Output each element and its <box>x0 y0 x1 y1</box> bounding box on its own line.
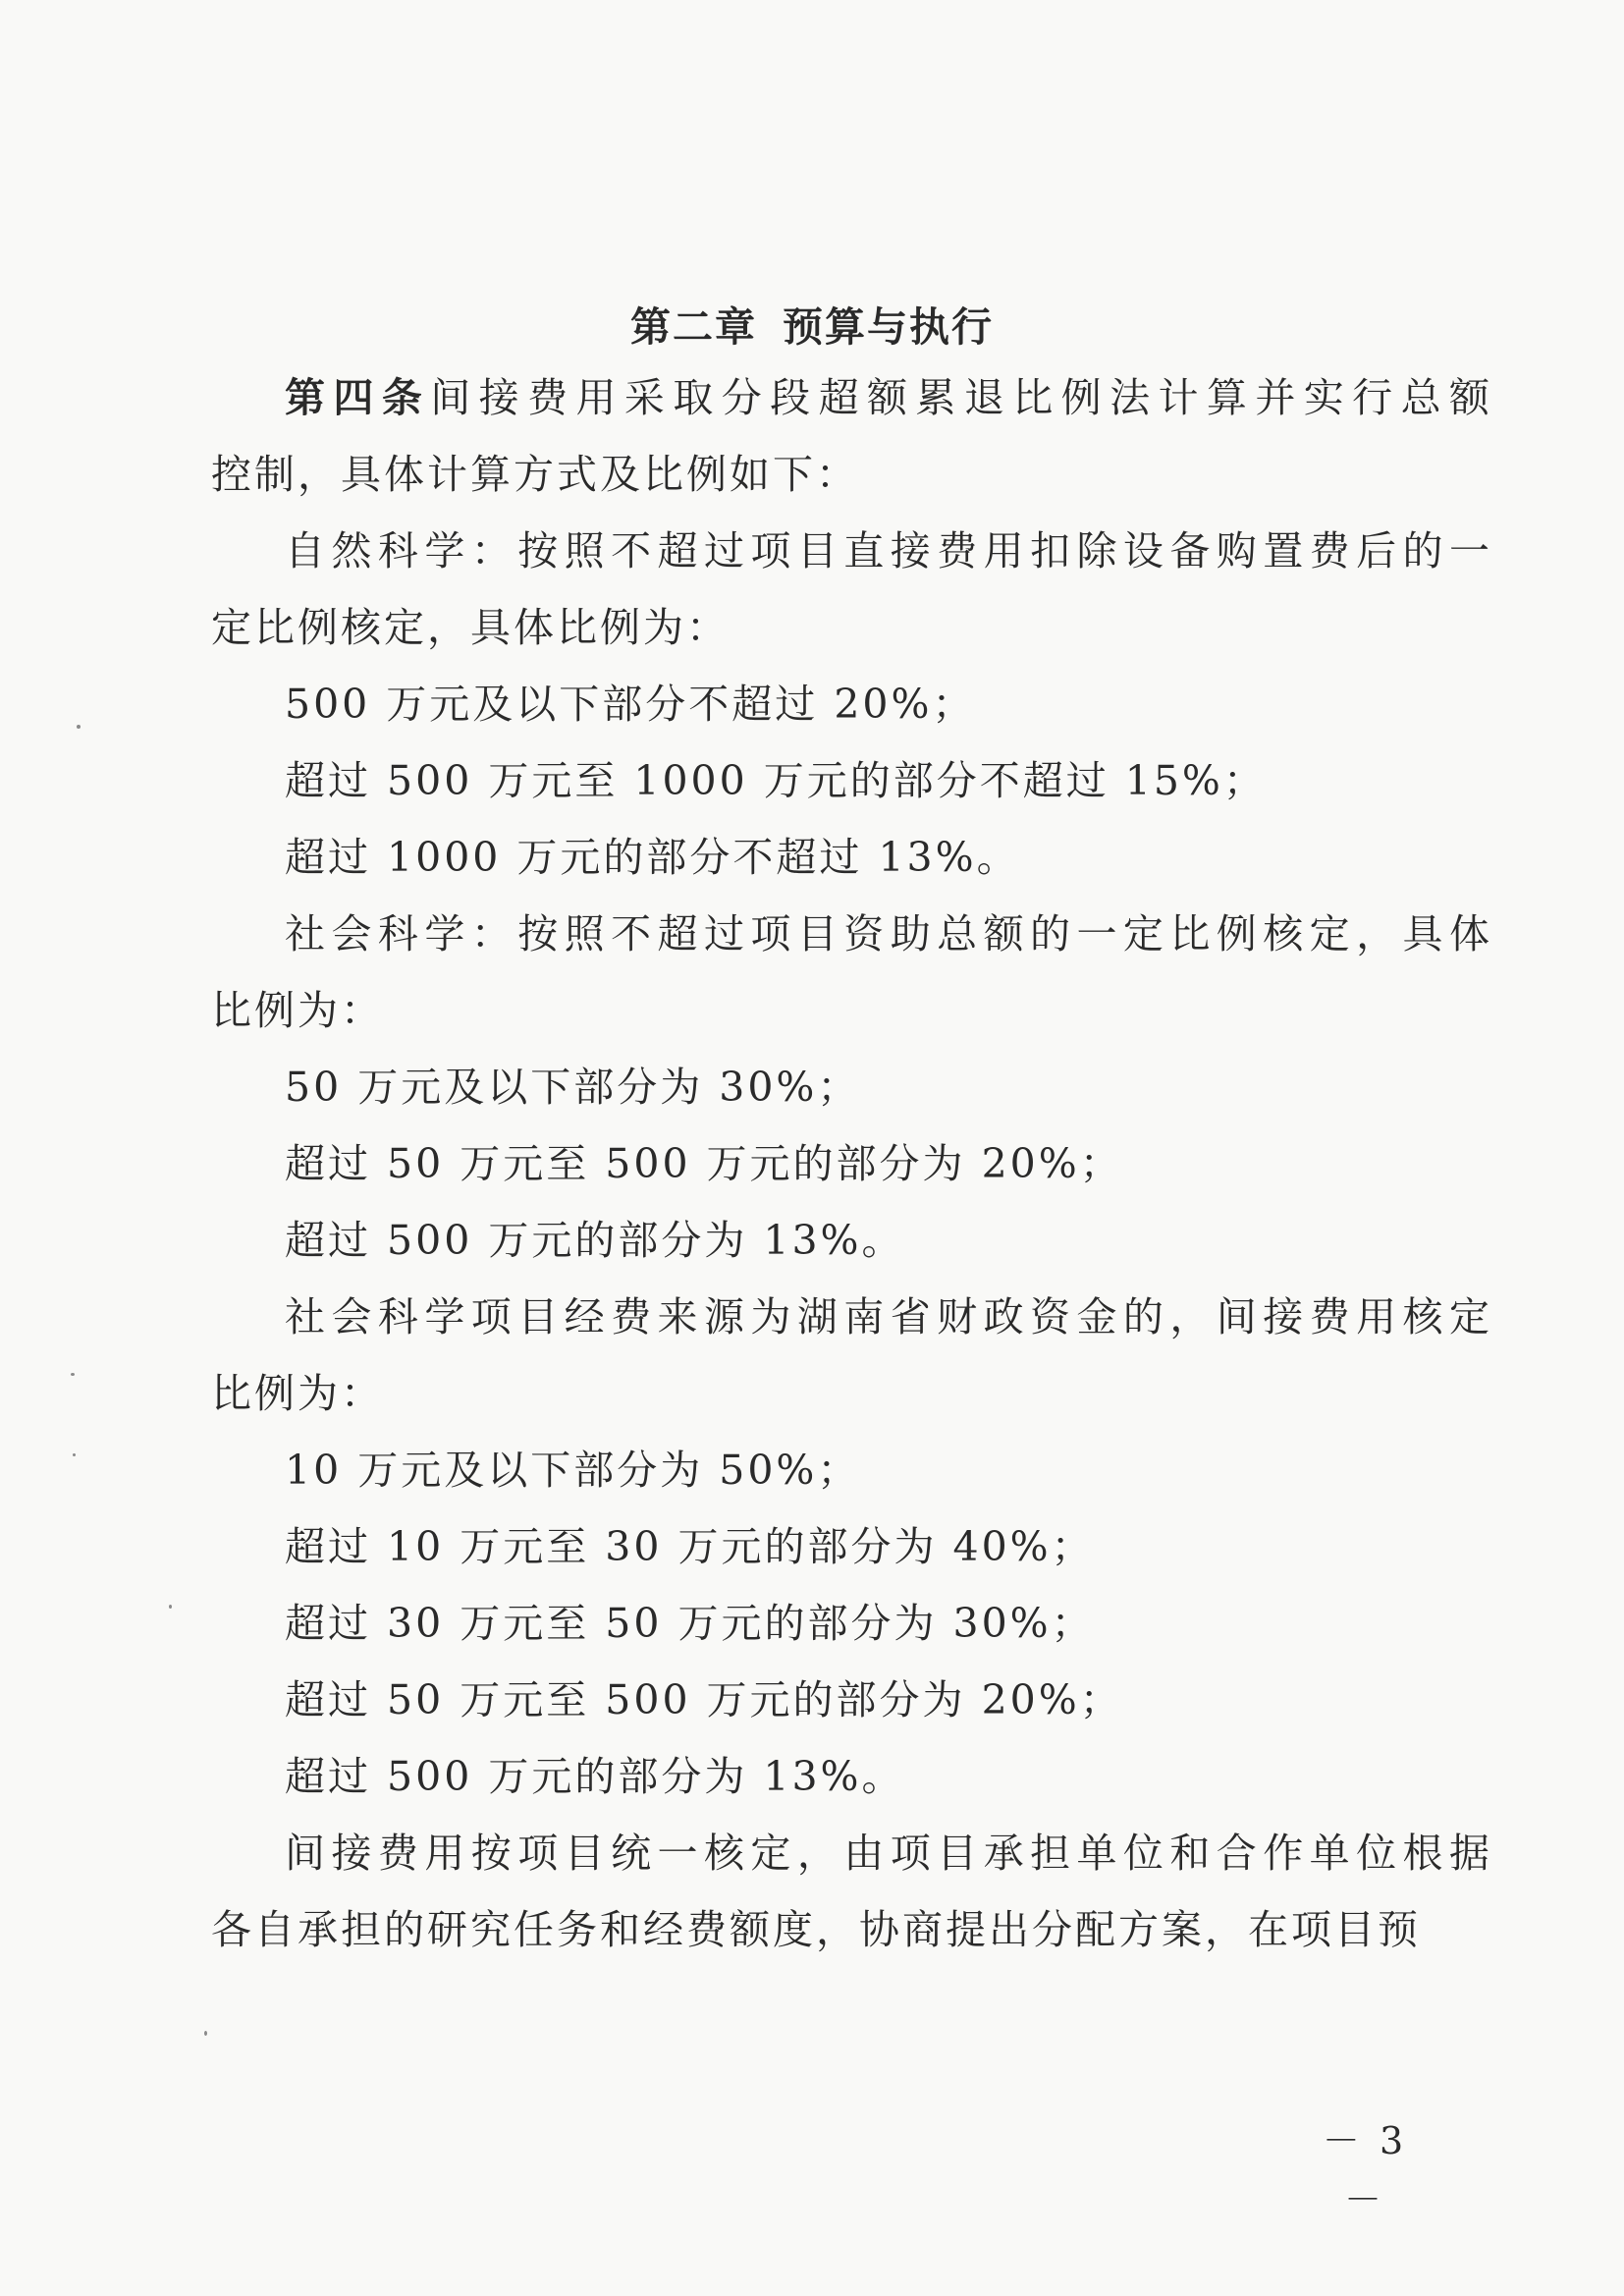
allocation-line-1: 间接费用按项目统一核定，由项目承担单位和合作单位根据 <box>285 1830 1492 1877</box>
page-number: － 3 － <box>1322 2119 1408 2221</box>
social-science-tier-1: 50 万元及以下部分为 30%； <box>285 1064 861 1111</box>
social-science-line-2: 比例为： <box>211 987 384 1034</box>
hunan-funds-tier-3: 超过 30 万元至 50 万元的部分为 30%； <box>285 1600 1095 1647</box>
natural-science-line-2: 定比例核定，具体比例为： <box>211 604 730 651</box>
natural-science-tier-2: 超过 500 万元至 1000 万元的部分不超过 15%； <box>285 757 1267 804</box>
hunan-funds-line-2: 比例为： <box>211 1370 384 1417</box>
hunan-funds-line-1: 社会科学项目经费来源为湖南省财政资金的，间接费用核定 <box>285 1293 1492 1340</box>
hunan-funds-tier-2: 超过 10 万元至 30 万元的部分为 40%； <box>285 1523 1095 1570</box>
hunan-funds-tier-1: 10 万元及以下部分为 50%； <box>285 1447 861 1494</box>
scan-speck <box>204 2031 207 2036</box>
scan-speck <box>77 725 81 729</box>
article-label: 第四条 <box>285 374 431 421</box>
scan-speck <box>71 1373 75 1376</box>
natural-science-line-1: 自然科学：按照不超过项目直接费用扣除设备购置费后的一 <box>285 527 1492 574</box>
allocation-line-2: 各自承担的研究任务和经费额度，协商提出分配方案，在项目预 <box>211 1906 1421 1953</box>
social-science-tier-2: 超过 50 万元至 500 万元的部分为 20%； <box>285 1140 1123 1187</box>
social-science-line-1: 社会科学：按照不超过项目资助总额的一定比例核定，具体 <box>285 910 1492 957</box>
chapter-number: 第二章 <box>630 303 757 351</box>
natural-science-tier-1: 500 万元及以下部分不超过 20%； <box>285 681 976 728</box>
article-intro-line-2: 控制，具体计算方式及比例如下： <box>211 451 859 498</box>
chapter-title <box>0 293 1624 361</box>
hunan-funds-tier-4: 超过 50 万元至 500 万元的部分为 20%； <box>285 1676 1123 1723</box>
scan-speck <box>169 1605 172 1609</box>
natural-science-tier-3: 超过 1000 万元的部分不超过 13%。 <box>285 834 1020 881</box>
chapter-name: 预算与执行 <box>783 303 994 351</box>
article-intro-line-1 <box>285 363 1492 432</box>
hunan-funds-tier-5: 超过 500 万元的部分为 13%。 <box>285 1753 905 1800</box>
article-intro-text: 间接费用采取分段超额累退比例法计算并实行总额 <box>430 374 1492 421</box>
social-science-tier-3: 超过 500 万元的部分为 13%。 <box>285 1217 905 1264</box>
scan-speck <box>73 1453 76 1456</box>
